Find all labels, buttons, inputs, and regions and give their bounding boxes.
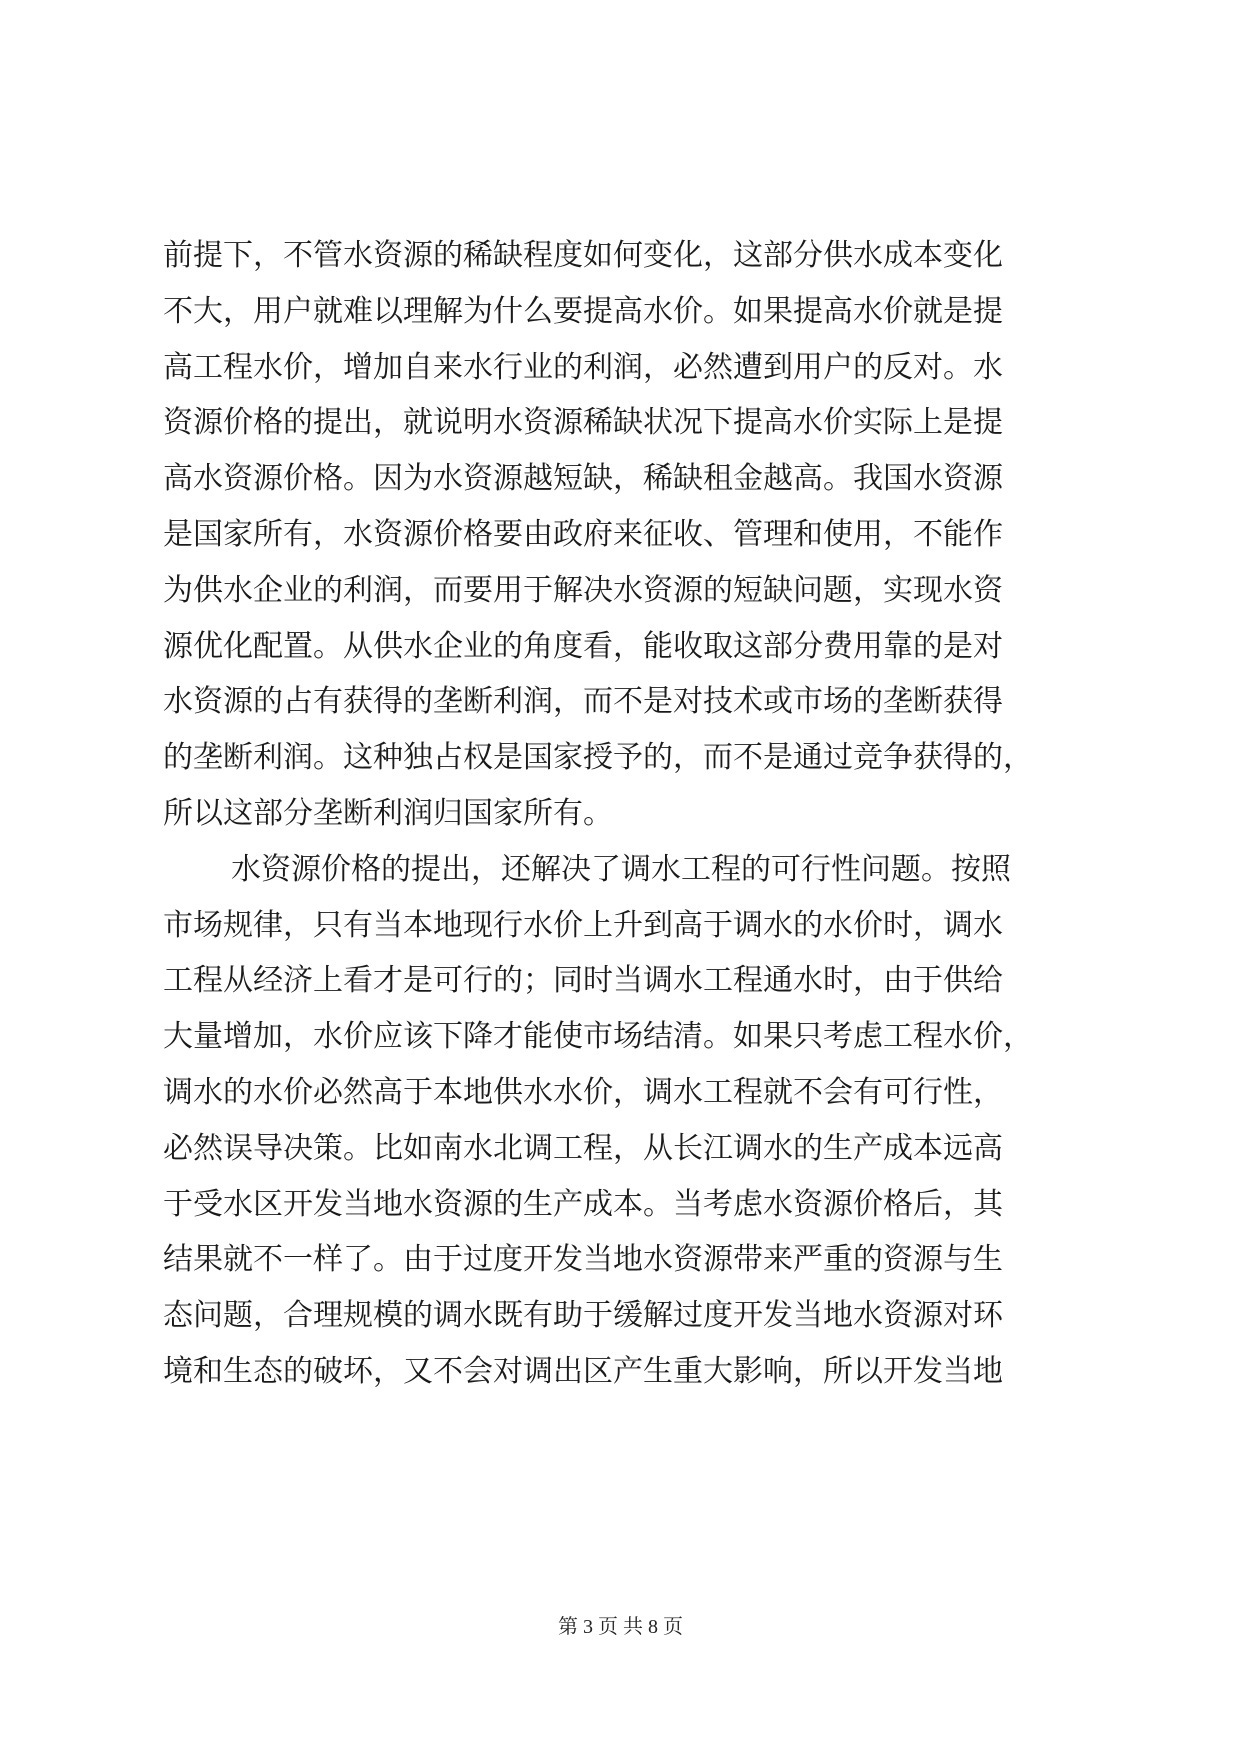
text-line: 不大，用户就难以理解为什么要提高水价。如果提高水价就是提 xyxy=(163,293,1003,329)
text-line: 必然误导决策。比如南水北调工程，从长江调水的生产成本远高 xyxy=(163,1130,1003,1166)
text-line: 源优化配置。从供水企业的角度看，能收取这部分费用靠的是对 xyxy=(163,628,1003,664)
text-line: 境和生态的破坏，又不会对调出区产生重大影响，所以开发当地 xyxy=(163,1353,1003,1389)
text-line: 大量增加，水价应该下降才能使市场结清。如果只考虑工程水价， xyxy=(163,1019,1033,1055)
text-line: 的垄断利润。这种独占权是国家授予的，而不是通过竞争获得的， xyxy=(163,740,1033,776)
body-text xyxy=(163,228,1083,1400)
text-line: 结果就不一样了。由于过度开发当地水资源带来严重的资源与生 xyxy=(163,1242,1003,1278)
text-line: 高工程水价，增加自来水行业的利润，必然遭到用户的反对。水 xyxy=(163,349,1003,385)
text-line: 为供水企业的利润，而要用于解决水资源的短缺问题，实现水资 xyxy=(163,572,1003,608)
text-line: 高水资源价格。因为水资源越短缺，稀缺租金越高。我国水资源 xyxy=(163,461,1003,497)
text-line: 态问题，合理规模的调水既有助于缓解过度开发当地水资源对环 xyxy=(163,1298,1003,1334)
text-line: 工程从经济上看才是可行的；同时当调水工程通水时，由于供给 xyxy=(163,963,1003,999)
text-line: 所以这部分垄断利润归国家所有。 xyxy=(163,795,613,831)
text-line: 调水的水价必然高于本地供水水价，调水工程就不会有可行性， xyxy=(163,1074,1003,1110)
text-line: 水资源的占有获得的垄断利润，而不是对技术或市场的垄断获得 xyxy=(163,684,1003,720)
text-line: 市场规律，只有当本地现行水价上升到高于调水的水价时，调水 xyxy=(163,907,1003,943)
page-number-footer: 第 3 页 共 8 页 xyxy=(558,1616,683,1638)
text-line: 是国家所有，水资源价格要由政府来征收、管理和使用，不能作 xyxy=(163,516,1003,552)
text-line: 资源价格的提出，就说明水资源稀缺状况下提高水价实际上是提 xyxy=(163,405,1003,441)
text-line: 前提下，不管水资源的稀缺程度如何变化，这部分供水成本变化 xyxy=(163,238,1003,273)
paragraph-start-line: 水资源价格的提出，还解决了调水工程的可行性问题。按照 xyxy=(231,851,1011,887)
text-line: 于受水区开发当地水资源的生产成本。当考虑水资源价格后，其 xyxy=(163,1186,1003,1222)
